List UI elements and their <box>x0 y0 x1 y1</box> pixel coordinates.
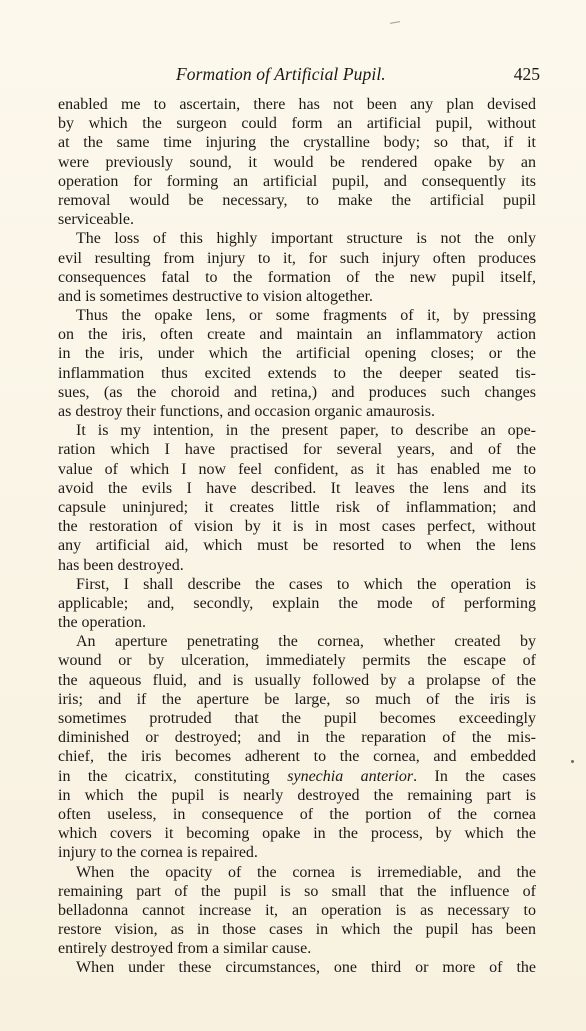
text-line <box>58 114 536 133</box>
text-line <box>58 556 536 575</box>
text-line-content: serviceable. <box>58 211 134 229</box>
text-line-content: It is my intention, in the present paper, to describe an ope- <box>76 422 536 440</box>
text-line-content: inflammation thus excited extends to the deeper seated tis- <box>58 364 536 382</box>
text-line <box>58 268 536 287</box>
text-line-content: the operation. <box>58 614 146 632</box>
text-line-content: in the iris, under which the artificial opening closes; or the <box>58 345 536 363</box>
text-line-content: ration which I have practised for several years, and of the <box>58 441 536 459</box>
text-line <box>58 709 536 728</box>
ink-dot <box>571 760 574 763</box>
text-line <box>58 517 536 536</box>
text-line <box>58 421 536 440</box>
text-line-content: restore vision, as in those cases in which the pupil has been <box>58 921 536 939</box>
text-line-content: on the iris, often create and maintain an inflammatory action <box>58 326 536 344</box>
text-line-content: operation for forming an artificial pupil, and consequently its <box>58 172 536 190</box>
text-line <box>58 249 536 268</box>
text-line <box>58 153 536 172</box>
text-line-content: When under these circumstances, one third or more of the <box>76 959 536 977</box>
text-line <box>58 843 536 862</box>
text-line-content: enabled me to ascertain, there has not been any plan devised <box>58 96 536 113</box>
text-line <box>58 440 536 459</box>
text-line <box>58 958 536 977</box>
text-line-content: value of which I now feel confident, as it has enabled me to <box>58 460 536 478</box>
text-line <box>58 306 536 325</box>
text-line <box>58 191 536 210</box>
text-line-content: as destroy their functions, and occasion organic amaurosis. <box>58 403 435 420</box>
text-line-content: in the cicatrix, constituting <box>58 767 288 785</box>
text-line <box>58 882 536 901</box>
text-line <box>58 172 536 191</box>
text-line-content: First, I shall describe the cases to which the operation is <box>76 575 536 593</box>
text-line <box>58 863 536 882</box>
text-line-content: remaining part of the pupil is so small that the influence of <box>58 882 536 900</box>
text-line <box>58 920 536 939</box>
text-line <box>58 402 536 421</box>
text-line-content: Thus the opake lens, or some fragments of it, by pressing <box>76 307 536 325</box>
text-line-content: evil resulting from injury to it, for such injury often produces <box>58 249 536 267</box>
text-line <box>58 747 536 766</box>
text-line-tail: . In the cases <box>413 767 536 785</box>
page-number: 425 <box>513 64 540 84</box>
text-line <box>58 229 536 248</box>
page-header <box>58 64 540 88</box>
text-line <box>58 690 536 709</box>
italic-term: synechia anterior <box>287 767 414 785</box>
text-line <box>58 671 536 690</box>
text-line <box>58 805 536 824</box>
text-line-content: has been destroyed. <box>58 556 184 574</box>
text-line-content: consequences fatal to the formation of the new pupil itself, <box>58 268 536 286</box>
text-line-content: chief, the iris becomes adherent to the cornea, and embedded <box>58 748 536 766</box>
text-line <box>58 536 536 555</box>
text-line <box>58 498 536 517</box>
text-line <box>58 786 536 805</box>
text-line-content: in which the pupil is nearly destroyed the remaining part is <box>58 786 536 804</box>
text-line <box>58 364 536 383</box>
text-line-content: iris; and if the aperture be large, so much of the iris is <box>58 690 536 708</box>
text-line-content: at the same time injuring the crystalline body; so that, if it <box>58 134 536 152</box>
text-line <box>58 344 536 363</box>
text-line-content: wound or by ulceration, immediately permits the escape of <box>58 652 536 670</box>
text-line <box>58 575 536 594</box>
text-line-content: and is sometimes destructive to vision altogether. <box>58 287 374 305</box>
text-line-content: entirely destroyed from a similar cause. <box>58 940 312 958</box>
text-line <box>58 632 536 651</box>
text-line <box>58 939 536 958</box>
text-line-content: which covers it becoming opake in the process, by which the <box>58 825 536 843</box>
text-line-content: diminished or destroyed; and in the reparation of the mis- <box>58 729 536 747</box>
text-line <box>58 594 536 613</box>
running-title: Formation of Artificial Pupil. <box>176 64 386 84</box>
body-text <box>58 95 536 978</box>
text-line-content: any artificial aid, which must be resorted to when the lens <box>58 537 536 555</box>
text-line <box>58 460 536 479</box>
text-line <box>58 210 536 229</box>
text-line-content: sometimes protruded that the pupil becomes exceedingly <box>58 710 536 727</box>
text-line-content: were previously sound, it would be rendered opake by an <box>58 153 536 171</box>
text-line-content: avoid the evils I have described. It leaves the lens and its <box>58 479 536 497</box>
text-line-content: removal would be necessary, to make the artificial pupil <box>58 191 536 209</box>
text-line <box>58 901 536 920</box>
text-line <box>58 287 536 306</box>
text-line-content: by which the surgeon could form an artificial pupil, without <box>58 115 536 133</box>
text-line <box>58 651 536 670</box>
text-line <box>58 95 536 114</box>
text-line-content: The loss of this highly important structure is not the only <box>76 230 536 248</box>
text-line-content: sues, (as the choroid and retina,) and produces such changes <box>58 383 536 401</box>
text-line <box>58 824 536 843</box>
text-line-content: belladonna cannot increase it, an operation is as necessary to <box>58 901 536 919</box>
text-line <box>58 613 536 632</box>
text-line <box>58 479 536 498</box>
text-line <box>58 383 536 402</box>
text-line-content: capsule uninjured; it creates little risk of inflammation; and <box>58 498 536 516</box>
text-line <box>58 133 536 152</box>
text-line <box>58 767 536 786</box>
text-line <box>58 728 536 747</box>
text-line-content: often useless, in consequence of the portion of the cornea <box>58 805 536 823</box>
text-line <box>58 325 536 344</box>
text-line-content: applicable; and, secondly, explain the mode of performing <box>58 594 536 612</box>
text-line-content: the restoration of vision by it is in most cases perfect, without <box>58 518 536 536</box>
text-line-content: When the opacity of the cornea is irremediable, and the <box>76 863 536 881</box>
text-line-content: the aqueous fluid, and is usually followed by a prolapse of the <box>58 671 536 689</box>
ink-mark <box>390 21 400 24</box>
text-line-content: injury to the cornea is repaired. <box>58 844 258 862</box>
text-line-content: An aperture penetrating the cornea, whether created by <box>76 633 536 651</box>
